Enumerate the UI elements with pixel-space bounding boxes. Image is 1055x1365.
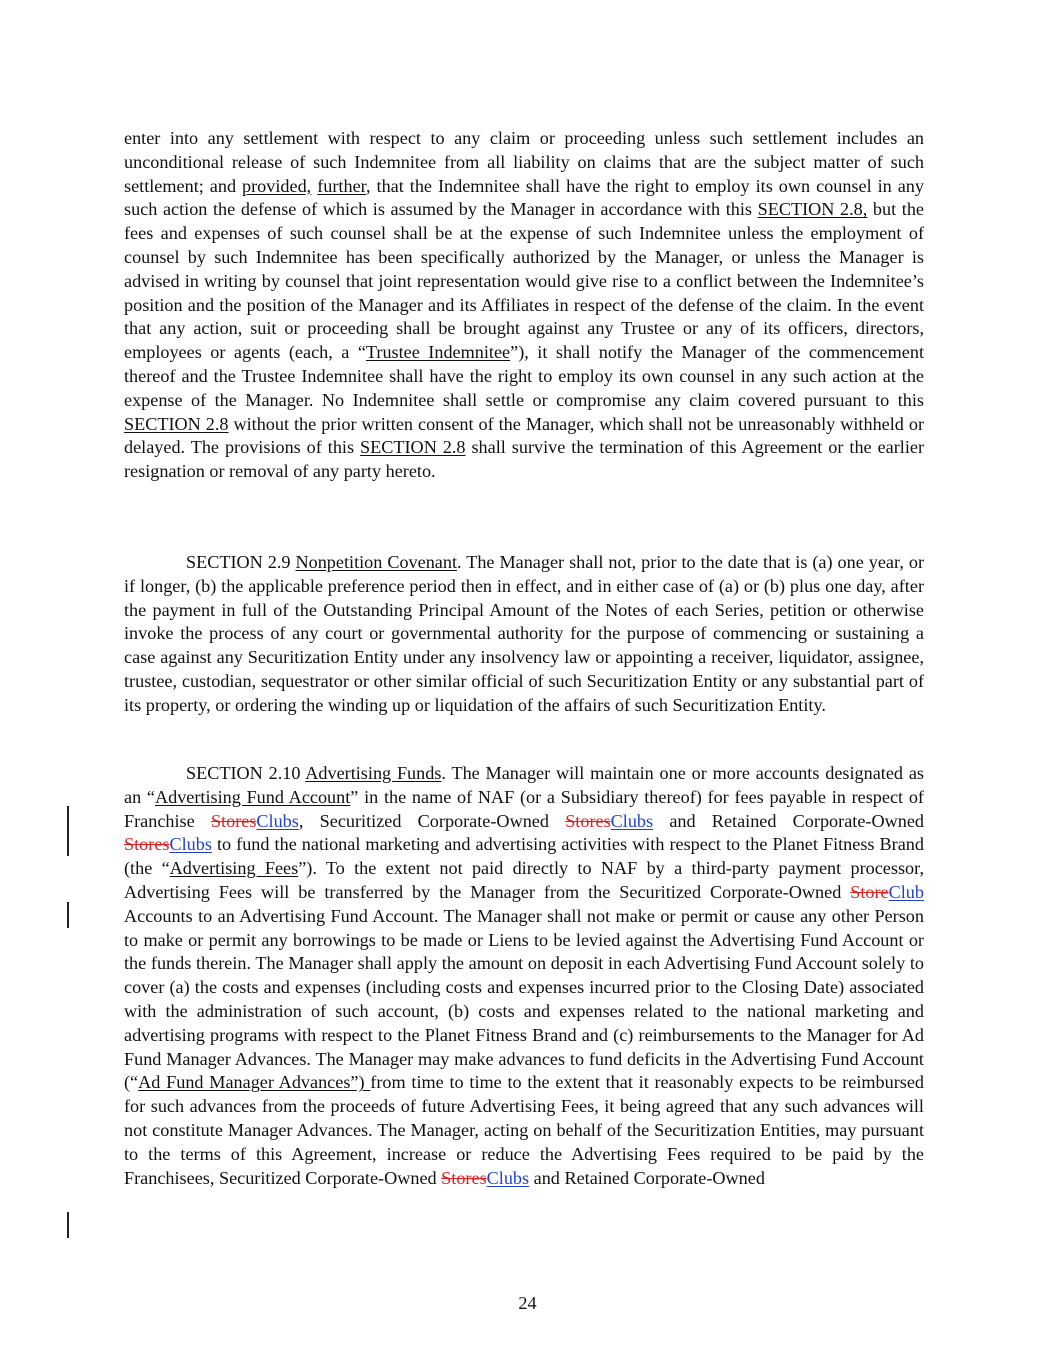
text-run: ”), it shall notify the Manager of the commencement thereof and the Trustee Indemnitee shall have the right to employ its own counsel in any such action at the expense of the Manager. No Indemnitee shall settle or compromise any claim covered pursuant to this [124, 342, 924, 410]
inserted-text: Clubs [169, 834, 212, 855]
inserted-text: Clubs [256, 810, 299, 831]
text-run: , that the Indemnitee shall have the right to employ its own counsel in any such action the defense of which is assumed by the Manager in accordance with this [124, 175, 924, 220]
paragraph-indemnification-continued [124, 127, 924, 484]
paragraph-section-2-9 [124, 551, 924, 718]
section-label: SECTION 2.9 [186, 552, 296, 572]
inserted-text: Clubs [486, 1167, 530, 1188]
text-run: enter into any settlement with respect to any claim or proceeding unless such settlement includes an unconditional release of such Indemnitee from all liability on claims that are the subject matter of such settlement; and [124, 128, 924, 196]
text-run: ” in the name of NAF (or a Subsidiary thereof) for fees payable in respect of Franchise [124, 786, 924, 831]
text-run: to fund the national marketing and advertising activities with respect to the Planet Fitness Brand (the “ [124, 834, 924, 879]
underlined-term-provided: provided, [242, 175, 312, 196]
defined-term-trustee-indemnitee: Trustee Indemnitee [365, 342, 511, 363]
paragraph-section-2-10 [124, 762, 924, 1190]
text-run: Accounts to an Advertising Fund Account. The Manager shall not make or permit or cause any other Person to make or permit any borrowings to be made or Liens to be levied against the Advertising Fund Account or the funds therein. The Manager shall apply the amount on deposit in each Advertising Fund Account solely to cover (a) the costs and expenses (including costs and expenses incurred prior to the Closing Date) associated with the administration of such account, (b) costs and expenses related to the national marketing and advertising programs with respect to the Planet Fitness Brand and (c) reimbursements to the Manager for Ad Fund Manager Advances. The Manager may make advances to fund deficits in the Advertising Fund Account (“ [124, 905, 924, 1093]
section-reference: SECTION 2.8, [757, 199, 868, 220]
deleted-text: Store [850, 881, 889, 902]
deleted-text: Stores [441, 1167, 487, 1188]
text-run: without the prior written consent of the Manager, which shall not be unreasonably withheld or delayed. The provisions of this [124, 413, 924, 458]
defined-term-advertising-fees: Advertising Fees [169, 858, 299, 879]
inserted-text: Club [888, 881, 924, 902]
text-run: from time to time to the extent that it reasonably expects to be reimbursed for such advances from the proceeds of future Advertising Fees, it being agreed that any such advances will not constitute Manager Advances. The Manager, acting on behalf of the Securitization Entities, may pursuant to the terms of this Agreement, increase or reduce the Advertising Fees required to be paid by the Franchisees, Securitized Corporate-Owned [124, 1072, 925, 1188]
underlined-term-further: further [317, 175, 366, 196]
text-run: . The Manager shall not, prior to the date that is (a) one year, or if longer, (b) the applicable preference period then in effect, and in either case of (a) or (b) plus one day, after the payment in full of the Outstanding Principal Amount of the Notes of each Series, petition or otherwise invoke the process of any court or governmental authority for the purpose of commencing or sustaining a case against any Securitization Entity under any insolvency law or appointing a receiver, liquidator, assignee, trustee, custodian, sequestrator or other similar official of such Securitization Entity or any substantial part of its property, or ordering the winding up or liquidation of the affairs of such Securitization Entity. [124, 552, 924, 715]
text-run: shall survive the termination of this Agreement or the earlier resignation or removal of any party hereto. [124, 437, 925, 482]
text-run: , Securitized Corporate-Owned [298, 810, 566, 831]
text-run: ”). To the extent not paid directly to NAF by a third-party payment processor, Advertising Fees will be transferred by the Manager from the Securitized Corporate-Owned [124, 858, 924, 902]
page-number: 24 [518, 1293, 537, 1313]
text-run: but the fees and expenses of such counsel shall be at the expense of such Indemnitee unless the employment of counsel by such Indemnitee has been specifically authorized by the Manager, or unless the Manager is advised in writing by counsel that joint representation would give rise to a conflict between the Indemnitee’s position and the position of the Manager and its Affiliates in respect of the defense of the claim. In the event that any action, suit or proceeding shall be brought against any Trustee or any of its officers, directors, employees or agents (each, a “ [124, 199, 924, 363]
section-reference: SECTION 2.8 [124, 413, 229, 434]
change-bar [67, 902, 69, 928]
section-reference: SECTION 2.8 [360, 437, 466, 458]
deleted-text: Stores [124, 834, 170, 855]
text-run: and Retained Corporate-Owned [653, 810, 924, 831]
defined-term-advertising-fund-account: Advertising Fund Account [154, 786, 351, 807]
inserted-text: Clubs [610, 810, 654, 831]
text-run: . The Manager will maintain one or more accounts designated as an “ [124, 763, 924, 807]
change-bar [67, 1212, 69, 1238]
section-heading: Nonpetition Covenant [295, 552, 458, 572]
deleted-text: Stores [565, 810, 611, 831]
section-heading: Advertising Funds [305, 763, 442, 783]
change-bar [67, 806, 69, 856]
text-run: and Retained Corporate-Owned [529, 1167, 765, 1188]
section-label: SECTION 2.10 [186, 763, 306, 783]
deleted-text: Stores [210, 810, 257, 831]
defined-term-ad-fund-manager-advances: Ad Fund Manager Advances”) [138, 1072, 371, 1093]
